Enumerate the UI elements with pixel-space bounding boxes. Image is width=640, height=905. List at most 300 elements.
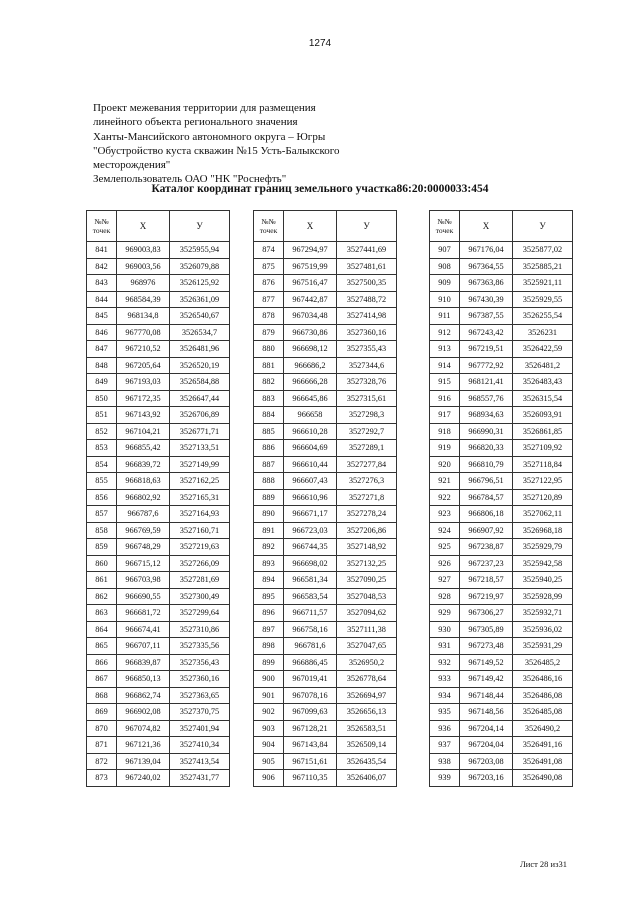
point-number-cell: 888	[254, 473, 284, 490]
y-coordinate-cell: 3526125,92	[170, 275, 230, 292]
catalog-title: Каталог координат границ земельного участка86:20:0000033:454	[151, 183, 489, 195]
point-number-cell: 842	[87, 258, 117, 275]
point-number-cell: 916	[430, 390, 460, 407]
y-coordinate-cell: 3526584,88	[170, 374, 230, 391]
x-coordinate-cell: 967149,52	[460, 654, 513, 671]
point-number-cell: 909	[430, 275, 460, 292]
y-coordinate-cell: 3527431,77	[170, 770, 230, 787]
y-coordinate-cell: 3526647,44	[170, 390, 230, 407]
x-coordinate-cell: 967237,23	[460, 555, 513, 572]
y-coordinate-cell: 3526231	[513, 324, 573, 341]
page-number: 1274	[308, 38, 332, 49]
point-number-cell: 859	[87, 539, 117, 556]
point-number-cell: 886	[254, 440, 284, 457]
table-row	[87, 489, 230, 506]
x-coordinate-cell: 967203,08	[460, 753, 513, 770]
point-number-cell: 868	[87, 687, 117, 704]
y-coordinate-cell: 3527094,62	[337, 605, 397, 622]
table-row	[87, 720, 230, 737]
point-number-cell: 856	[87, 489, 117, 506]
y-coordinate-cell: 3527299,64	[170, 605, 230, 622]
x-coordinate-cell: 966806,18	[460, 506, 513, 523]
table-row	[430, 489, 573, 506]
x-coordinate-cell: 967442,87	[284, 291, 337, 308]
y-coordinate-cell: 3526486,16	[513, 671, 573, 688]
x-coordinate-cell: 969003,56	[117, 258, 170, 275]
point-number-cell: 880	[254, 341, 284, 358]
point-number-cell: 860	[87, 555, 117, 572]
point-number-cell: 883	[254, 390, 284, 407]
y-coordinate-cell: 3526361,09	[170, 291, 230, 308]
table-row	[254, 242, 397, 259]
y-coordinate-cell: 3526079,88	[170, 258, 230, 275]
x-coordinate-cell: 967203,16	[460, 770, 513, 787]
x-coordinate-cell: 967149,42	[460, 671, 513, 688]
table-row	[87, 423, 230, 440]
point-number-header	[430, 211, 460, 242]
y-coordinate-cell: 3527289,1	[337, 440, 397, 457]
header-line: "Обустройство куста скважин №15 Усть-Балыкского	[93, 144, 340, 157]
point-number-cell: 874	[254, 242, 284, 259]
x-coordinate-cell: 966902,08	[117, 704, 170, 721]
y-coordinate-cell: 3526583,51	[337, 720, 397, 737]
x-header: X	[460, 211, 513, 242]
y-coordinate-cell: 3526950,2	[337, 654, 397, 671]
y-coordinate-cell: 3525929,55	[513, 291, 573, 308]
table-row	[430, 588, 573, 605]
y-coordinate-cell: 3526778,64	[337, 671, 397, 688]
table-row	[430, 390, 573, 407]
point-number-cell: 844	[87, 291, 117, 308]
header-line: Ханты-Мансийского автономного округа – Югры	[93, 130, 326, 143]
x-coordinate-cell: 967204,14	[460, 720, 513, 737]
y-coordinate-cell: 3527109,92	[513, 440, 573, 457]
table-row	[430, 440, 573, 457]
table-row	[87, 275, 230, 292]
point-number-cell: 900	[254, 671, 284, 688]
table-row	[254, 423, 397, 440]
y-header: У	[337, 211, 397, 242]
point-number-cell: 887	[254, 456, 284, 473]
x-coordinate-cell: 966583,54	[284, 588, 337, 605]
x-coordinate-cell: 968934,63	[460, 407, 513, 424]
y-coordinate-cell: 3526490,08	[513, 770, 573, 787]
x-coordinate-cell: 966671,17	[284, 506, 337, 523]
table-row	[87, 753, 230, 770]
y-coordinate-cell: 3527356,43	[170, 654, 230, 671]
point-number-cell: 902	[254, 704, 284, 721]
point-number-cell: 905	[254, 753, 284, 770]
coordinates-table-2	[253, 210, 397, 787]
point-number-cell: 867	[87, 671, 117, 688]
y-coordinate-cell: 3527355,43	[337, 341, 397, 358]
x-coordinate-cell: 966886,45	[284, 654, 337, 671]
x-coordinate-cell: 966781,6	[284, 638, 337, 655]
x-coordinate-cell: 967243,42	[460, 324, 513, 341]
y-coordinate-cell: 3525929,79	[513, 539, 573, 556]
x-coordinate-cell: 967430,39	[460, 291, 513, 308]
x-coordinate-cell: 967193,03	[117, 374, 170, 391]
point-number-cell: 934	[430, 687, 460, 704]
x-coordinate-cell: 966711,57	[284, 605, 337, 622]
table-row	[87, 605, 230, 622]
x-coordinate-cell: 967219,97	[460, 588, 513, 605]
y-coordinate-cell: 3526520,19	[170, 357, 230, 374]
y-coordinate-cell: 3526534,7	[170, 324, 230, 341]
table-row	[87, 737, 230, 754]
x-coordinate-cell: 966769,59	[117, 522, 170, 539]
table-row	[254, 638, 397, 655]
table-row	[254, 654, 397, 671]
y-coordinate-cell: 3526406,07	[337, 770, 397, 787]
y-coordinate-cell: 3527300,49	[170, 588, 230, 605]
table-row	[254, 704, 397, 721]
point-number-cell: 894	[254, 572, 284, 589]
point-number-cell: 906	[254, 770, 284, 787]
x-coordinate-cell: 966604,69	[284, 440, 337, 457]
point-number-cell: 862	[87, 588, 117, 605]
y-coordinate-cell: 3527360,16	[337, 324, 397, 341]
table-row	[87, 555, 230, 572]
y-coordinate-cell: 3526315,54	[513, 390, 573, 407]
table-row	[87, 770, 230, 787]
x-coordinate-cell: 967074,82	[117, 720, 170, 737]
table-row	[430, 324, 573, 341]
y-coordinate-cell: 3525877,02	[513, 242, 573, 259]
point-number-cell: 845	[87, 308, 117, 325]
point-number-cell: 914	[430, 357, 460, 374]
table-row	[430, 258, 573, 275]
y-coordinate-cell: 3526481,2	[513, 357, 573, 374]
table-row	[87, 588, 230, 605]
table-row	[254, 374, 397, 391]
y-coordinate-cell: 3527090,25	[337, 572, 397, 589]
y-coordinate-cell: 3527164,93	[170, 506, 230, 523]
table-row	[87, 440, 230, 457]
y-coordinate-cell: 3527132,25	[337, 555, 397, 572]
y-coordinate-cell: 3526486,08	[513, 687, 573, 704]
x-coordinate-cell: 966850,13	[117, 671, 170, 688]
table-row	[430, 506, 573, 523]
y-coordinate-cell: 3526255,54	[513, 308, 573, 325]
table-row	[254, 555, 397, 572]
y-coordinate-cell: 3527310,86	[170, 621, 230, 638]
x-coordinate-cell: 967139,04	[117, 753, 170, 770]
table-row	[254, 275, 397, 292]
table-row	[87, 473, 230, 490]
x-coordinate-cell: 967078,16	[284, 687, 337, 704]
point-number-cell: 896	[254, 605, 284, 622]
table-row	[430, 753, 573, 770]
y-coordinate-cell: 3526490,2	[513, 720, 573, 737]
point-number-cell: 939	[430, 770, 460, 787]
y-coordinate-cell: 3527219,63	[170, 539, 230, 556]
point-number-cell: 865	[87, 638, 117, 655]
point-number-cell: 915	[430, 374, 460, 391]
table-row	[430, 720, 573, 737]
x-coordinate-cell: 966810,79	[460, 456, 513, 473]
point-number-cell: 910	[430, 291, 460, 308]
table-row	[254, 324, 397, 341]
y-coordinate-cell: 3527328,76	[337, 374, 397, 391]
point-number-cell: 938	[430, 753, 460, 770]
header-text: №№	[94, 217, 109, 226]
x-coordinate-cell: 966839,87	[117, 654, 170, 671]
y-coordinate-cell: 3527298,3	[337, 407, 397, 424]
table-row	[254, 770, 397, 787]
x-coordinate-cell: 966610,96	[284, 489, 337, 506]
x-header: X	[117, 211, 170, 242]
point-number-cell: 918	[430, 423, 460, 440]
y-coordinate-cell: 3527122,95	[513, 473, 573, 490]
x-coordinate-cell: 967238,87	[460, 539, 513, 556]
point-number-cell: 922	[430, 489, 460, 506]
x-coordinate-cell: 966681,72	[117, 605, 170, 622]
y-coordinate-cell: 3527281,69	[170, 572, 230, 589]
table-row	[254, 390, 397, 407]
header-text: №№	[261, 217, 276, 226]
table-row	[87, 572, 230, 589]
x-coordinate-cell: 966802,92	[117, 489, 170, 506]
x-coordinate-cell: 966686,2	[284, 357, 337, 374]
x-coordinate-cell: 966839,72	[117, 456, 170, 473]
x-coordinate-cell: 967519,99	[284, 258, 337, 275]
point-number-cell: 926	[430, 555, 460, 572]
x-coordinate-cell: 966707,11	[117, 638, 170, 655]
y-coordinate-cell: 3527271,8	[337, 489, 397, 506]
x-coordinate-cell: 966820,33	[460, 440, 513, 457]
point-number-cell: 855	[87, 473, 117, 490]
x-coordinate-cell: 966658	[284, 407, 337, 424]
x-coordinate-cell: 967148,44	[460, 687, 513, 704]
y-header: У	[513, 211, 573, 242]
y-coordinate-cell: 3527277,84	[337, 456, 397, 473]
point-number-header	[87, 211, 117, 242]
table-row	[87, 654, 230, 671]
point-number-cell: 893	[254, 555, 284, 572]
point-number-cell: 863	[87, 605, 117, 622]
x-coordinate-cell: 966698,12	[284, 341, 337, 358]
table-row	[87, 456, 230, 473]
y-coordinate-cell: 3526491,16	[513, 737, 573, 754]
x-coordinate-cell: 966784,57	[460, 489, 513, 506]
table-row	[87, 621, 230, 638]
y-coordinate-cell: 3525921,11	[513, 275, 573, 292]
table-row	[430, 621, 573, 638]
y-coordinate-cell: 3526706,89	[170, 407, 230, 424]
table-row	[254, 572, 397, 589]
x-coordinate-cell: 967128,21	[284, 720, 337, 737]
point-number-cell: 857	[87, 506, 117, 523]
table-row	[254, 621, 397, 638]
table-row	[430, 539, 573, 556]
point-number-cell: 913	[430, 341, 460, 358]
coordinates-table-3	[429, 210, 573, 787]
y-coordinate-cell: 3526481,96	[170, 341, 230, 358]
y-coordinate-cell: 3526540,67	[170, 308, 230, 325]
table-row	[87, 671, 230, 688]
y-coordinate-cell: 3527360,16	[170, 671, 230, 688]
x-coordinate-cell: 967176,04	[460, 242, 513, 259]
x-coordinate-cell: 966703,98	[117, 572, 170, 589]
point-number-cell: 908	[430, 258, 460, 275]
point-number-cell: 935	[430, 704, 460, 721]
y-coordinate-cell: 3527292,7	[337, 423, 397, 440]
table-row	[254, 588, 397, 605]
point-number-cell: 864	[87, 621, 117, 638]
x-coordinate-cell: 966715,12	[117, 555, 170, 572]
point-number-cell: 861	[87, 572, 117, 589]
y-coordinate-cell: 3526485,2	[513, 654, 573, 671]
point-number-cell: 924	[430, 522, 460, 539]
y-coordinate-cell: 3527315,61	[337, 390, 397, 407]
point-number-cell: 890	[254, 506, 284, 523]
y-header: У	[170, 211, 230, 242]
point-number-cell: 872	[87, 753, 117, 770]
point-number-cell: 917	[430, 407, 460, 424]
y-coordinate-cell: 3525931,29	[513, 638, 573, 655]
table-row	[254, 258, 397, 275]
table-row	[254, 456, 397, 473]
table-row	[254, 605, 397, 622]
y-coordinate-cell: 3527401,94	[170, 720, 230, 737]
y-coordinate-cell: 3527062,11	[513, 506, 573, 523]
y-coordinate-cell: 3526694,97	[337, 687, 397, 704]
y-coordinate-cell: 3525940,25	[513, 572, 573, 589]
y-coordinate-cell: 3527276,3	[337, 473, 397, 490]
header-text: точек	[259, 226, 278, 235]
x-coordinate-cell: 968134,8	[117, 308, 170, 325]
x-coordinate-cell: 967099,63	[284, 704, 337, 721]
point-number-header	[254, 211, 284, 242]
x-coordinate-cell: 966907,92	[460, 522, 513, 539]
point-number-cell: 881	[254, 357, 284, 374]
point-number-cell: 843	[87, 275, 117, 292]
x-coordinate-cell: 966723,03	[284, 522, 337, 539]
x-coordinate-cell: 966698,02	[284, 555, 337, 572]
y-coordinate-cell: 3526656,13	[337, 704, 397, 721]
table-row	[430, 423, 573, 440]
table-row	[254, 539, 397, 556]
table-body	[430, 242, 573, 787]
y-coordinate-cell: 3527160,71	[170, 522, 230, 539]
table-row	[254, 473, 397, 490]
y-coordinate-cell: 3527410,34	[170, 737, 230, 754]
point-number-cell: 925	[430, 539, 460, 556]
table-body	[254, 242, 397, 787]
point-number-cell: 882	[254, 374, 284, 391]
point-number-cell: 897	[254, 621, 284, 638]
point-number-cell: 847	[87, 341, 117, 358]
table-row	[430, 308, 573, 325]
y-coordinate-cell: 3527149,99	[170, 456, 230, 473]
y-coordinate-cell: 3525928,99	[513, 588, 573, 605]
x-coordinate-cell: 967364,55	[460, 258, 513, 275]
y-coordinate-cell: 3527278,24	[337, 506, 397, 523]
point-number-cell: 920	[430, 456, 460, 473]
point-number-cell: 849	[87, 374, 117, 391]
header-text: точек	[92, 226, 111, 235]
point-number-cell: 846	[87, 324, 117, 341]
y-coordinate-cell: 3527441,69	[337, 242, 397, 259]
point-number-cell: 854	[87, 456, 117, 473]
point-number-cell: 873	[87, 770, 117, 787]
x-coordinate-cell: 966748,29	[117, 539, 170, 556]
table-row	[87, 407, 230, 424]
header-text: точек	[435, 226, 454, 235]
point-number-cell: 923	[430, 506, 460, 523]
point-number-cell: 866	[87, 654, 117, 671]
y-coordinate-cell: 3526491,08	[513, 753, 573, 770]
x-coordinate-cell: 967218,57	[460, 572, 513, 589]
x-coordinate-cell: 967151,61	[284, 753, 337, 770]
y-coordinate-cell: 3525936,02	[513, 621, 573, 638]
table-row	[430, 374, 573, 391]
table-row	[430, 242, 573, 259]
point-number-cell: 878	[254, 308, 284, 325]
table-row	[430, 456, 573, 473]
y-coordinate-cell: 3527414,98	[337, 308, 397, 325]
x-coordinate-cell: 966581,34	[284, 572, 337, 589]
table-row	[254, 522, 397, 539]
table-row	[87, 341, 230, 358]
point-number-cell: 877	[254, 291, 284, 308]
table-row	[430, 341, 573, 358]
table-row	[254, 341, 397, 358]
y-coordinate-cell: 3527413,54	[170, 753, 230, 770]
x-coordinate-cell: 967306,27	[460, 605, 513, 622]
point-number-cell: 912	[430, 324, 460, 341]
x-coordinate-cell: 968976	[117, 275, 170, 292]
x-coordinate-cell: 969003,83	[117, 242, 170, 259]
table-row	[254, 737, 397, 754]
x-coordinate-cell: 967273,48	[460, 638, 513, 655]
point-number-cell: 931	[430, 638, 460, 655]
y-coordinate-cell: 3527148,92	[337, 539, 397, 556]
x-coordinate-cell: 966818,63	[117, 473, 170, 490]
point-number-cell: 904	[254, 737, 284, 754]
x-coordinate-cell: 967205,64	[117, 357, 170, 374]
header-text: №№	[437, 217, 452, 226]
point-number-cell: 921	[430, 473, 460, 490]
x-coordinate-cell: 967305,89	[460, 621, 513, 638]
y-coordinate-cell: 3527118,84	[513, 456, 573, 473]
point-number-cell: 879	[254, 324, 284, 341]
y-coordinate-cell: 3526771,71	[170, 423, 230, 440]
point-number-cell: 891	[254, 522, 284, 539]
y-coordinate-cell: 3527111,38	[337, 621, 397, 638]
table-row	[254, 753, 397, 770]
table-row	[430, 638, 573, 655]
header-line: Землепользователь ОАО "НК "Роснефть"	[93, 173, 287, 186]
x-coordinate-cell: 968584,39	[117, 291, 170, 308]
point-number-cell: 852	[87, 423, 117, 440]
y-coordinate-cell: 3527363,65	[170, 687, 230, 704]
table-row	[87, 357, 230, 374]
x-coordinate-cell: 966758,16	[284, 621, 337, 638]
table-row	[430, 407, 573, 424]
x-coordinate-cell: 967210,52	[117, 341, 170, 358]
x-coordinate-cell: 966645,86	[284, 390, 337, 407]
point-number-cell: 869	[87, 704, 117, 721]
point-number-cell: 870	[87, 720, 117, 737]
table-row	[254, 308, 397, 325]
x-coordinate-cell: 966610,44	[284, 456, 337, 473]
table-row	[87, 242, 230, 259]
point-number-cell: 892	[254, 539, 284, 556]
table-row	[254, 357, 397, 374]
header-line: Проект межевания территории для размещения	[93, 102, 316, 114]
